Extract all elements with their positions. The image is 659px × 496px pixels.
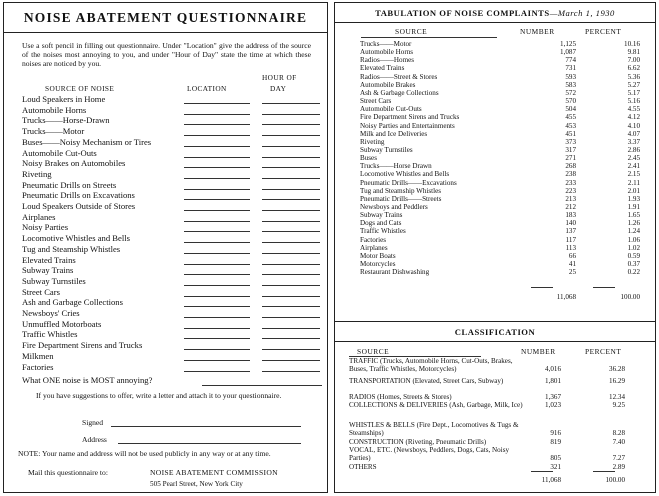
tab-percent: 7.00 <box>627 56 640 65</box>
hour-of-day-field[interactable] <box>262 264 320 265</box>
tab-number: 504 <box>565 105 576 114</box>
tabulation-row <box>360 170 640 178</box>
tab-number: 233 <box>565 178 576 187</box>
tab-source: Trucks——Motor <box>360 40 412 48</box>
location-field[interactable] <box>184 306 250 307</box>
tab-number: 223 <box>565 186 576 195</box>
tab-percent: 2.86 <box>627 145 640 154</box>
tabulation-title-text: TABULATION OF NOISE COMPLAINTS <box>375 8 550 18</box>
tabulation-row <box>360 244 640 252</box>
tab-source: Automobile Horns <box>360 48 414 57</box>
cls-source: WHISTLES & BELLS (Fire Dept., Locomotives & Tugs & Steamships) <box>349 421 519 437</box>
cls-source: COLLECTIONS & DELIVERIES (Ash, Garbage, Milk, Ice) <box>349 401 523 409</box>
noise-source-label: Pneumatic Drills on Excavations <box>22 190 135 201</box>
hour-of-day-field[interactable] <box>262 274 320 275</box>
tab-col-source: SOURCE <box>395 27 428 36</box>
tab-header-rule <box>361 37 497 38</box>
tab-percent: 4.55 <box>627 105 640 114</box>
tabulation-row <box>360 211 640 219</box>
tab-number: 66 <box>568 251 576 260</box>
cls-col-number: NUMBER <box>521 347 556 356</box>
noise-source-label: Factories <box>22 361 54 372</box>
location-field[interactable] <box>184 296 250 297</box>
hour-of-day-field[interactable] <box>262 285 320 286</box>
cls-source: CONSTRUCTION (Riveting, Pneumatic Drills) <box>349 438 487 446</box>
suggestions-text: If you have suggestions to offer, write a letter and attach it to your questionnaire. <box>36 391 282 400</box>
location-field[interactable] <box>184 264 250 265</box>
cls-percent: 7.40 <box>612 438 625 446</box>
tab-source: Locomotive Whistles and Bells <box>360 170 450 179</box>
cls-total-rule-number <box>531 471 553 472</box>
col-location: LOCATION <box>187 84 227 93</box>
noise-source-label: Automobile Horns <box>22 104 87 115</box>
tab-source: Tug and Steamship Whistles <box>360 186 441 195</box>
tab-source: Airplanes <box>360 243 388 252</box>
cls-number: 1,023 <box>545 401 561 409</box>
most-annoying-label: What ONE noise is MOST annoying? <box>22 375 153 385</box>
cls-source: TRAFFIC (Trucks, Automobile Horns, Cut-Outs, Brakes, Buses, Traffic Whistles, Motorcycles) <box>349 357 513 373</box>
tabulation-row <box>360 195 640 203</box>
cls-percent: 2.89 <box>612 463 625 471</box>
tab-number: 455 <box>565 113 576 122</box>
tab-percent: 2.11 <box>627 178 640 187</box>
tab-source: Subway Trains <box>360 211 403 220</box>
location-field[interactable] <box>184 157 250 158</box>
tabulation-row <box>360 97 640 105</box>
tab-source: Riveting <box>360 137 385 146</box>
tabulation-total-row <box>360 293 640 301</box>
tabulation-row <box>360 56 640 64</box>
tab-source: Restaurant Dishwashing <box>360 268 430 277</box>
tab-number: 183 <box>565 211 576 220</box>
location-field[interactable] <box>184 146 250 147</box>
noise-source-label: Milkmen <box>22 350 54 361</box>
tabulation-row <box>360 162 640 170</box>
noise-source-label: Noisy Parties <box>22 222 69 233</box>
tab-percent: 5.27 <box>627 80 640 89</box>
cls-number: 916 <box>550 428 561 437</box>
questionnaire-instructions: Use a soft pencil in filling out questionnaire. Under "Location" give the address of the source of the noises most annoying to you, and under "Hour of Day" state the time at which these noises are noticed by you. <box>22 41 311 69</box>
tab-percent: 2.01 <box>627 186 640 195</box>
tab-percent: 0.37 <box>627 260 640 269</box>
tab-source: Pneumatic Drills——Streets <box>360 194 442 203</box>
classification-title: CLASSIFICATION <box>335 322 655 342</box>
tab-number: 268 <box>565 162 576 171</box>
signed-field[interactable] <box>111 426 301 427</box>
tab-source: Ash & Garbage Collections <box>360 88 439 97</box>
tabulation-row <box>360 105 640 113</box>
hour-of-day-field[interactable] <box>262 146 320 147</box>
hour-of-day-field[interactable] <box>262 178 320 179</box>
location-field[interactable] <box>184 253 250 254</box>
location-field[interactable] <box>184 221 250 222</box>
tab-percent: 4.07 <box>627 129 640 138</box>
hour-of-day-field[interactable] <box>262 338 320 339</box>
cls-number: 805 <box>550 453 561 462</box>
noise-source-label: Subway Trains <box>22 265 74 276</box>
cls-source: TRANSPORTATION (Elevated, Street Cars, Subway) <box>349 377 504 385</box>
col-source-of-noise: SOURCE OF NOISE <box>45 84 115 93</box>
location-field[interactable] <box>184 124 250 125</box>
commission-address: 505 Pearl Street, New York City <box>150 480 243 488</box>
hour-of-day-field[interactable] <box>262 296 320 297</box>
cls-total-number: 11,068 <box>541 476 561 484</box>
noise-source-label: Ash and Garbage Collections <box>22 297 123 308</box>
hour-of-day-field[interactable] <box>262 371 320 372</box>
hour-of-day-field[interactable] <box>262 349 320 350</box>
tabulation-row <box>360 236 640 244</box>
noise-source-label: Unmuffled Motorboats <box>22 318 102 329</box>
tab-number: 453 <box>565 121 576 130</box>
tab-number: 140 <box>565 219 576 228</box>
cls-total-percent: 100.00 <box>605 476 625 484</box>
cls-percent: 8.28 <box>612 428 625 437</box>
noise-source-label: Buses——Noisy Mechanism or Tires <box>22 136 152 147</box>
noise-source-label: Locomotive Whistles and Bells <box>22 233 130 244</box>
tab-number: 213 <box>565 194 576 203</box>
tab-col-number: NUMBER <box>520 27 555 36</box>
noise-source-label: Traffic Whistles <box>22 329 78 340</box>
location-field[interactable] <box>184 199 250 200</box>
tab-source: Factories <box>360 235 387 244</box>
tab-source: Radios——Homes <box>360 56 414 65</box>
hour-of-day-field[interactable] <box>262 135 320 136</box>
cls-number: 1,801 <box>545 377 561 385</box>
location-field[interactable] <box>184 242 250 243</box>
noise-source-label: Loud Speakers Outside of Stores <box>22 201 136 211</box>
address-label: Address <box>82 435 107 444</box>
hour-of-day-field[interactable] <box>262 221 320 222</box>
noise-source-label: Newsboys' Cries <box>22 308 80 318</box>
tabulation-row <box>360 73 640 81</box>
tab-total-rule-percent <box>593 287 615 288</box>
tab-total-rule-number <box>531 287 553 288</box>
questionnaire-title: NOISE ABATEMENT QUESTIONNAIRE <box>4 3 327 33</box>
tab-total-percent: 100.00 <box>620 293 640 301</box>
tabulation-row <box>360 113 640 121</box>
location-field[interactable] <box>184 349 250 350</box>
location-field[interactable] <box>184 210 250 211</box>
hour-of-day-field[interactable] <box>262 360 320 361</box>
hour-of-day-field[interactable] <box>262 189 320 190</box>
tabulation-row <box>360 203 640 211</box>
tabulation-title <box>335 3 655 23</box>
noise-source-label: Noisy Brakes on Automobiles <box>22 158 126 169</box>
location-field[interactable] <box>184 189 250 190</box>
hour-of-day-field[interactable] <box>262 167 320 168</box>
hour-of-day-field[interactable] <box>262 114 320 115</box>
tab-number: 570 <box>565 97 576 106</box>
tab-percent: 4.12 <box>627 113 640 122</box>
tab-source: Traffic Whistles <box>360 227 406 236</box>
location-field[interactable] <box>184 360 250 361</box>
tabulation-row <box>360 268 640 276</box>
tabulation-row <box>360 138 640 146</box>
cls-total-rule-percent <box>593 471 615 472</box>
tabulation-row <box>360 227 640 235</box>
location-field[interactable] <box>184 231 250 232</box>
tab-col-percent: PERCENT <box>585 27 622 36</box>
tab-source: Radios——Street & Stores <box>360 72 438 81</box>
cls-number: 1,367 <box>545 393 561 401</box>
location-field[interactable] <box>184 285 250 286</box>
tab-percent: 1.06 <box>627 235 640 244</box>
results-panel <box>334 2 656 493</box>
tabulation-row <box>360 252 640 260</box>
commission-name: NOISE ABATEMENT COMMISSION <box>150 468 278 477</box>
tab-source: Trucks——Horse Drawn <box>360 162 432 171</box>
tabulation-date: —March 1, 1930 <box>549 8 615 18</box>
tabulation-row <box>360 179 640 187</box>
tab-percent: 10.16 <box>624 40 640 48</box>
hour-of-day-field[interactable] <box>262 253 320 254</box>
tab-percent: 1.93 <box>627 194 640 203</box>
tab-source: Noisy Parties and Entertainments <box>360 121 455 130</box>
location-field[interactable] <box>184 328 250 329</box>
noise-source-label: Tug and Steamship Whistles <box>22 243 121 254</box>
tabulation-row <box>360 219 640 227</box>
tab-percent: 9.81 <box>627 48 640 57</box>
noise-source-label: Loud Speakers in Home <box>22 94 106 104</box>
noise-source-label: Subway Turnstiles <box>22 275 86 286</box>
hour-of-day-field[interactable] <box>262 124 320 125</box>
hour-of-day-field[interactable] <box>262 306 320 307</box>
tab-number: 731 <box>565 64 576 73</box>
hour-of-day-field[interactable] <box>262 210 320 211</box>
tab-number: 451 <box>565 129 576 138</box>
tab-percent: 1.26 <box>627 219 640 228</box>
cls-number: 819 <box>550 438 561 446</box>
hour-of-day-field[interactable] <box>262 242 320 243</box>
hour-of-day-field[interactable] <box>262 231 320 232</box>
noise-source-label: Riveting <box>22 168 52 179</box>
tab-percent: 4.10 <box>627 121 640 130</box>
cls-source: VOCAL, ETC. (Newsboys, Peddlers, Dogs, Cats, Noisy Parties) <box>349 446 509 462</box>
tab-percent: 5.17 <box>627 88 640 97</box>
signed-label: Signed <box>82 418 104 427</box>
cls-percent: 12.34 <box>609 393 625 401</box>
tab-number: 317 <box>565 145 576 154</box>
tab-percent: 3.37 <box>627 137 640 146</box>
tab-source: Motorcycles <box>360 260 396 269</box>
noise-source-label: Pneumatic Drills on Streets <box>22 179 117 190</box>
cls-col-percent: PERCENT <box>585 347 622 356</box>
tab-source: Newsboys and Peddlers <box>360 203 428 211</box>
tab-number: 583 <box>565 80 576 89</box>
tabulation-row <box>360 48 640 56</box>
location-field[interactable] <box>184 103 250 104</box>
noise-source-label: Automobile Cut-Outs <box>22 147 97 158</box>
noise-source-label: Trucks——Motor <box>22 126 85 137</box>
cls-percent: 16.29 <box>609 377 625 385</box>
tab-number: 41 <box>568 260 576 269</box>
tab-number: 113 <box>565 243 576 252</box>
noise-source-label: Airplanes <box>22 211 56 222</box>
tab-number: 1,125 <box>560 40 576 48</box>
tabulation-row <box>360 154 640 162</box>
tab-percent: 0.59 <box>627 251 640 260</box>
tab-number: 593 <box>565 72 576 81</box>
location-field[interactable] <box>184 178 250 179</box>
tabulation-row <box>360 130 640 138</box>
tabulation-row <box>360 122 640 130</box>
noise-source-label: Street Cars <box>22 286 60 297</box>
noise-source-label: Trucks——Horse-Drawn <box>22 115 110 126</box>
tab-percent: 2.41 <box>627 162 640 171</box>
location-field[interactable] <box>184 135 250 136</box>
col-hour-of: HOUR OF <box>262 73 297 82</box>
tab-source: Street Cars <box>360 97 392 106</box>
most-annoying-field[interactable] <box>202 385 322 386</box>
col-day: DAY <box>270 84 287 93</box>
tab-percent: 2.45 <box>627 154 640 163</box>
tabulation-row <box>360 64 640 72</box>
noise-source-label: Elevated Trains <box>22 254 76 265</box>
tab-percent: 6.62 <box>627 64 640 73</box>
hour-of-day-field[interactable] <box>262 328 320 329</box>
tabulation-row <box>360 81 640 89</box>
tab-number: 238 <box>565 170 576 179</box>
noise-source-label: Fire Department Sirens and Trucks <box>22 340 143 351</box>
tab-percent: 1.24 <box>627 227 640 236</box>
tab-percent: 0.22 <box>627 268 640 277</box>
cls-source: RADIOS (Homes, Streets & Stores) <box>349 393 452 401</box>
location-field[interactable] <box>184 274 250 275</box>
tabulation-row <box>360 187 640 195</box>
tab-number: 117 <box>565 235 576 244</box>
location-field[interactable] <box>184 338 250 339</box>
tab-number: 212 <box>565 203 576 211</box>
hour-of-day-field[interactable] <box>262 103 320 104</box>
tab-source: Subway Turnstiles <box>360 145 413 154</box>
cls-source: OTHERS <box>349 463 377 471</box>
tab-source: Motor Boats <box>360 251 396 260</box>
hour-of-day-field[interactable] <box>262 157 320 158</box>
privacy-note: NOTE: Your name and address will not be used publicly in any way or at any time. <box>18 449 271 458</box>
tab-number: 137 <box>565 227 576 236</box>
tab-total-number: 11,068 <box>556 293 576 301</box>
tab-number: 271 <box>565 154 576 163</box>
tab-number: 25 <box>568 268 576 277</box>
location-field[interactable] <box>184 167 250 168</box>
tab-source: Automobile Brakes <box>360 80 416 89</box>
tab-percent: 1.91 <box>627 203 640 211</box>
questionnaire-panel <box>3 2 328 493</box>
tab-source: Elevated Trains <box>360 64 405 73</box>
tabulation-row <box>360 146 640 154</box>
cls-percent: 7.27 <box>612 453 625 462</box>
tab-source: Pneumatic Drills——Excavations <box>360 178 457 187</box>
tab-source: Buses <box>360 154 377 163</box>
tabulation-row <box>360 89 640 97</box>
tab-percent: 5.36 <box>627 72 640 81</box>
mail-to-label: Mail this questionnaire to: <box>28 468 108 477</box>
tab-percent: 1.02 <box>627 243 640 252</box>
tab-percent: 2.15 <box>627 170 640 179</box>
cls-col-source: SOURCE <box>357 347 390 356</box>
cls-number: 4,016 <box>545 364 561 373</box>
location-field[interactable] <box>184 317 250 318</box>
tab-number: 373 <box>565 137 576 146</box>
tab-number: 1,087 <box>560 48 576 57</box>
tabulation-row <box>360 260 640 268</box>
cls-percent: 36.28 <box>609 364 625 373</box>
location-field[interactable] <box>184 114 250 115</box>
tab-number: 572 <box>565 88 576 97</box>
cls-percent: 9.25 <box>612 401 625 409</box>
hour-of-day-field[interactable] <box>262 317 320 318</box>
tab-percent: 5.16 <box>627 97 640 106</box>
tab-source: Dogs and Cats <box>360 219 402 228</box>
tab-number: 774 <box>565 56 576 65</box>
cls-number: 321 <box>550 463 561 471</box>
location-field[interactable] <box>184 371 250 372</box>
tab-source: Milk and Ice Deliveries <box>360 129 428 138</box>
hour-of-day-field[interactable] <box>262 199 320 200</box>
tab-percent: 1.65 <box>627 211 640 220</box>
tab-source: Automobile Cut-Outs <box>360 105 422 114</box>
tabulation-row <box>360 40 640 48</box>
tab-source: Fire Department Sirens and Trucks <box>360 113 460 122</box>
address-field[interactable] <box>118 443 301 444</box>
